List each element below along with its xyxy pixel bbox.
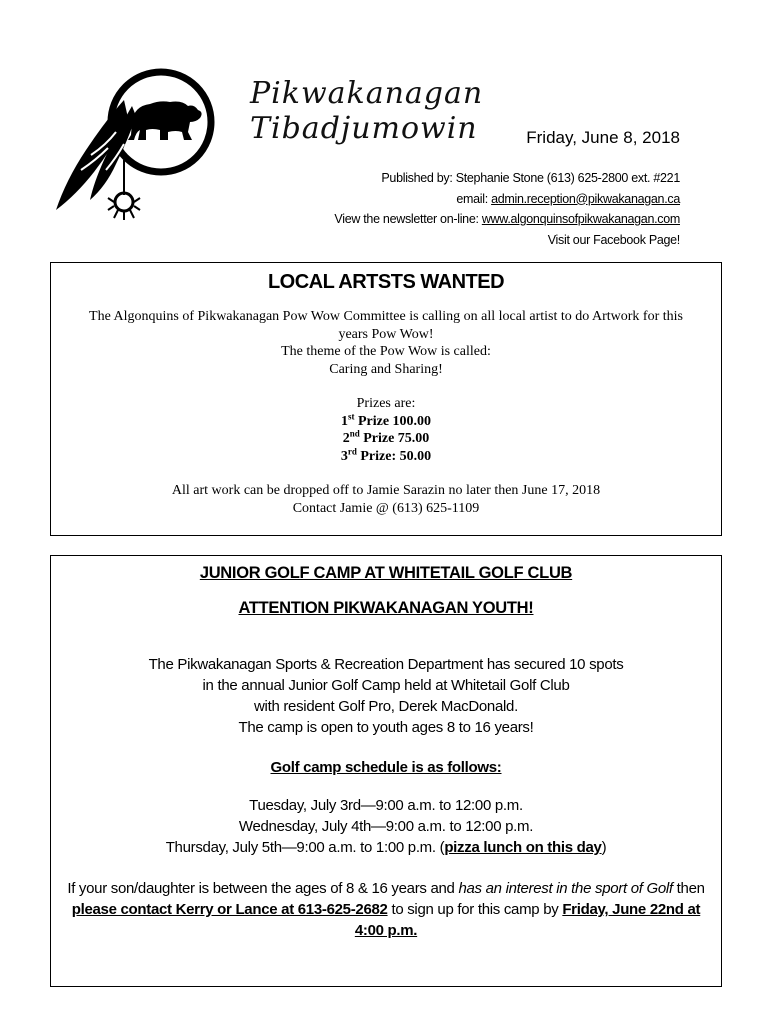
contact-note: Contact Jamie @ (613) 625-1109 bbox=[292, 500, 480, 516]
schedule-list bbox=[51, 795, 721, 858]
attention-heading: ATTENTION PIKWAKANAGAN YOUTH! bbox=[238, 599, 534, 617]
email-label: email: bbox=[456, 191, 492, 206]
golf-line: with resident Golf Pro, Derek MacDonald. bbox=[254, 698, 518, 715]
online-line bbox=[334, 209, 680, 230]
contact-kerry-lance: please contact Kerry or Lance at 613-625-2682 bbox=[71, 901, 388, 918]
prizes-label: Prizes are: bbox=[356, 396, 416, 411]
golf-interest-text: has an interest in the sport of Golf bbox=[458, 880, 673, 897]
artists-body bbox=[61, 308, 711, 517]
artists-heading: LOCAL ARTSTS WANTED bbox=[267, 271, 505, 293]
website-link[interactable]: www.algonquinsofpikwakanagan.com bbox=[481, 212, 680, 226]
artists-line: years Pow Wow! bbox=[338, 326, 434, 342]
artists-line: The Algonquins of Pikwakanagan Pow Wow Committee is calling on all local artist to do Artwork for this bbox=[89, 309, 683, 324]
artists-line: The theme of the Pow Wow is called: bbox=[281, 344, 491, 359]
issue-date: Friday, June 8, 2018 bbox=[526, 128, 680, 147]
prize-third: 3rd Prize: 50.00 bbox=[340, 445, 432, 464]
newsletter-title: Pikwakanagan Tibadjumowin bbox=[250, 76, 484, 146]
golf-line: The camp is open to youth ages 8 to 16 years! bbox=[238, 719, 534, 736]
golf-camp-box bbox=[50, 555, 722, 987]
dropoff-note: All art work can be dropped off to Jamie Sarazin no later then June 17, 2018 bbox=[171, 483, 601, 498]
published-by: Published by: Stephanie Stone (613) 625-2800 ext. #221 bbox=[381, 171, 680, 185]
signup-deadline: Friday, June 22nd at 4:00 p.m. bbox=[354, 901, 701, 939]
schedule-item: Tuesday, July 3rd—9:00 a.m. to 12:00 p.m. bbox=[249, 797, 523, 814]
facebook-note: Visit our Facebook Page! bbox=[547, 232, 680, 247]
prize-second: 2nd Prize 75.00 bbox=[342, 428, 430, 446]
local-artists-box bbox=[50, 262, 722, 536]
pizza-lunch-note: pizza lunch on this day bbox=[444, 839, 602, 856]
schedule-heading: Golf camp schedule is as follows: bbox=[270, 759, 502, 776]
prize-first: 1st Prize 100.00 bbox=[340, 410, 432, 429]
online-label: View the newsletter on-line: bbox=[334, 212, 482, 226]
signup-instructions: If your son/daughter is between the ages of 8 & 16 years and has an interest in the sport of Golf then please contact Kerry or Lance at 613-625-2682 to sign up for this camp by Friday, June 22nd at 4:00 p.m. bbox=[67, 880, 705, 939]
golf-description bbox=[51, 654, 721, 738]
email-line bbox=[334, 189, 680, 210]
schedule-item: Thursday, July 5th—9:00 a.m. to 1:00 p.m. (pizza lunch on this day) bbox=[165, 839, 607, 856]
golf-line: in the annual Junior Golf Camp held at Whitetail Golf Club bbox=[202, 677, 570, 694]
schedule-item: Wednesday, July 4th—9:00 a.m. to 12:00 p.m. bbox=[238, 818, 534, 835]
bear-dreamcatcher-logo bbox=[36, 60, 226, 230]
golf-line: The Pikwakanagan Sports & Recreation Department has secured 10 spots bbox=[148, 656, 624, 673]
email-link[interactable]: admin.reception@pikwakanagan.ca bbox=[491, 191, 680, 206]
artists-line: Caring and Sharing! bbox=[329, 361, 443, 377]
publication-info bbox=[334, 168, 680, 250]
golf-heading: JUNIOR GOLF CAMP AT WHITETAIL GOLF CLUB bbox=[199, 564, 573, 582]
